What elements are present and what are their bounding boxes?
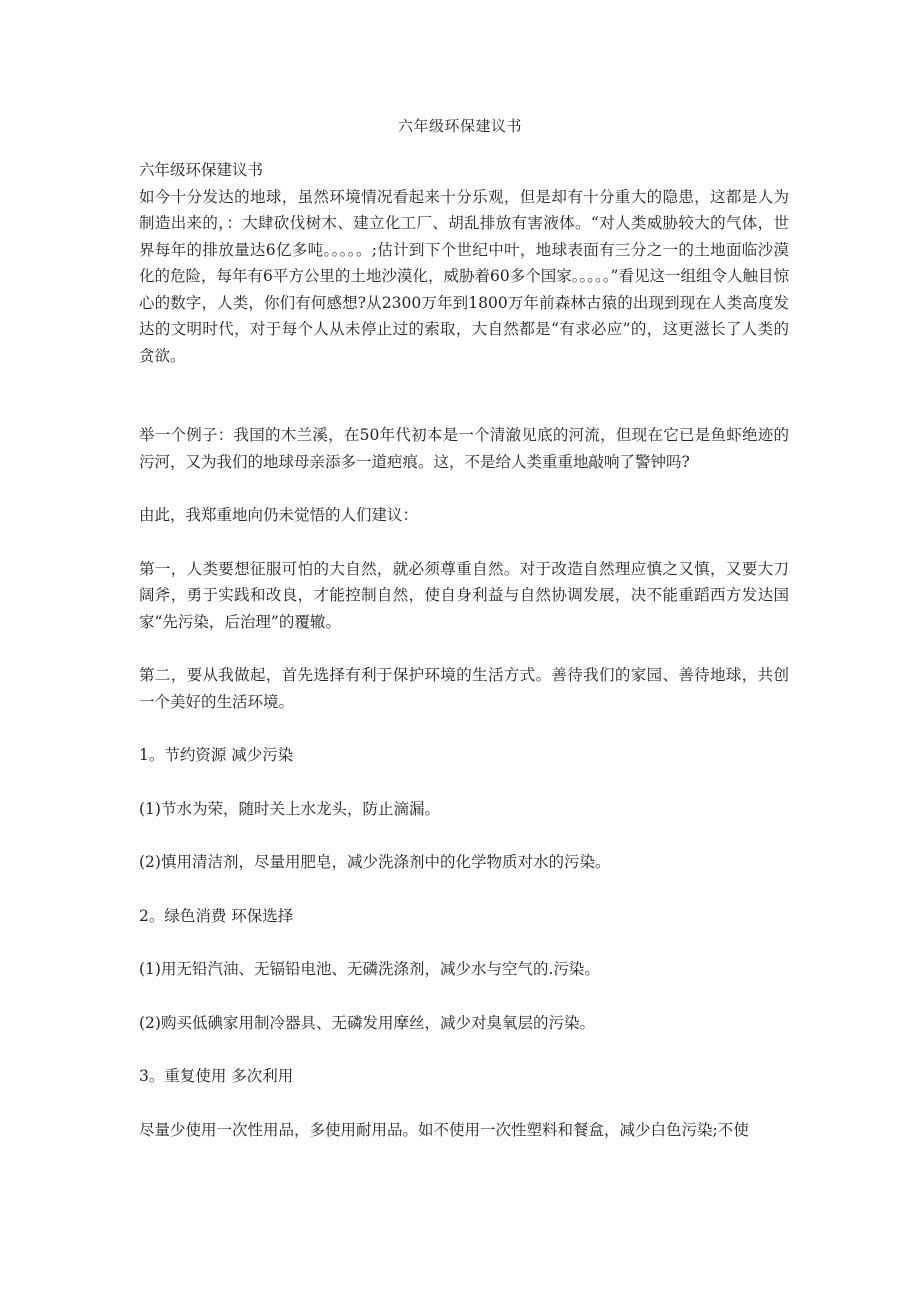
document-title: 六年级环保建议书 xyxy=(397,117,522,135)
paragraph-spacer xyxy=(139,369,789,422)
paragraph-spacer xyxy=(139,475,789,502)
item1-point-b: (2)慎用清洁剂，尽量用肥皂，减少洗涤剂中的化学物质对水的污染。 xyxy=(139,853,611,871)
document-body xyxy=(139,157,789,1143)
item2-point-a: (1)用无铅汽油、无镉铅电池、无磷洗涤剂，减少水与空气的.污染。 xyxy=(139,960,600,978)
paragraph-example: 举一个例子：我国的木兰溪，在50年代初本是一个清澈见底的河流，但现在它已是鱼虾绝迹的污河，又为我们的地球母亲添多一道疤痕。这，不是给人类重重地敲响了警钟吗? xyxy=(139,426,789,471)
item2-point-b: (2)购买低碘家用制冷器具、无磷发用摩丝，减少对臭氧层的污染。 xyxy=(139,1013,595,1032)
item1-heading: 1。节约资源 减少污染 xyxy=(139,746,294,764)
paragraph-spacer xyxy=(139,1090,789,1117)
paragraph-intro: 如今十分发达的地球，虽然环境情况看起来十分乐观，但是却有十分重大的隐患，这都是人为制造出来的，：大肆砍伐树木、建立化工厂、胡乱排放有害液体。“对人类威胁较大的气体，世界每年的排放量达6亿多吨。。。。。;估计到下个世纪中叶，地球表面有三分之一的土地面临沙漠化的危险，每年有6平方公里的土地沙漠化，威胁着60多个国家。。。。。”看见这一组组令人触目惊心的数字，人类，你们有何感想?从2300万年到1800万年前森林古猿的出现到现在人类高度发达的文明时代，对于每个人从未停止过的索取，大自然都是“有求必应”的，这更滋长了人类的贪欲。 xyxy=(139,187,789,365)
paragraph-spacer xyxy=(139,822,789,849)
paragraph-spacer xyxy=(139,635,789,662)
paragraph-spacer xyxy=(139,715,789,742)
item3-text: 尽量少使用一次性用品，多使用耐用品。如不使用一次性塑料和餐盒，减少白色污染;不使 xyxy=(139,1120,749,1139)
paragraph-spacer xyxy=(139,529,789,556)
paragraph-second: 第二，要从我做起，首先选择有利于保护环境的生活方式。善待我们的家园、善待地球，共创一个美好的生活环境。 xyxy=(139,666,789,711)
paragraph-first: 第一，人类要想征服可怕的大自然，就必须尊重自然。对于改造自然理应慎之又慎，又要大刀阔斧，勇于实践和改良，才能控制自然，使自身利益与自然协调发展，决不能重蹈西方发达国家“先污染，后治理”的覆辙。 xyxy=(139,559,789,631)
paragraph-spacer xyxy=(139,769,789,796)
paragraph-suggestion-intro: 由此，我郑重地向仍未觉悟的人们建议： xyxy=(139,506,419,524)
item1-point-a: (1)节水为荣，随时关上水龙头，防止滴漏。 xyxy=(139,799,440,818)
document-subtitle: 六年级环保建议书 xyxy=(139,161,264,179)
paragraph-spacer xyxy=(139,929,789,956)
item2-heading: 2。绿色消费 环保选择 xyxy=(139,906,294,925)
paragraph-spacer xyxy=(139,876,789,903)
item3-heading: 3。重复使用 多次利用 xyxy=(139,1067,294,1085)
paragraph-spacer xyxy=(139,983,789,1010)
paragraph-spacer xyxy=(139,1036,789,1063)
